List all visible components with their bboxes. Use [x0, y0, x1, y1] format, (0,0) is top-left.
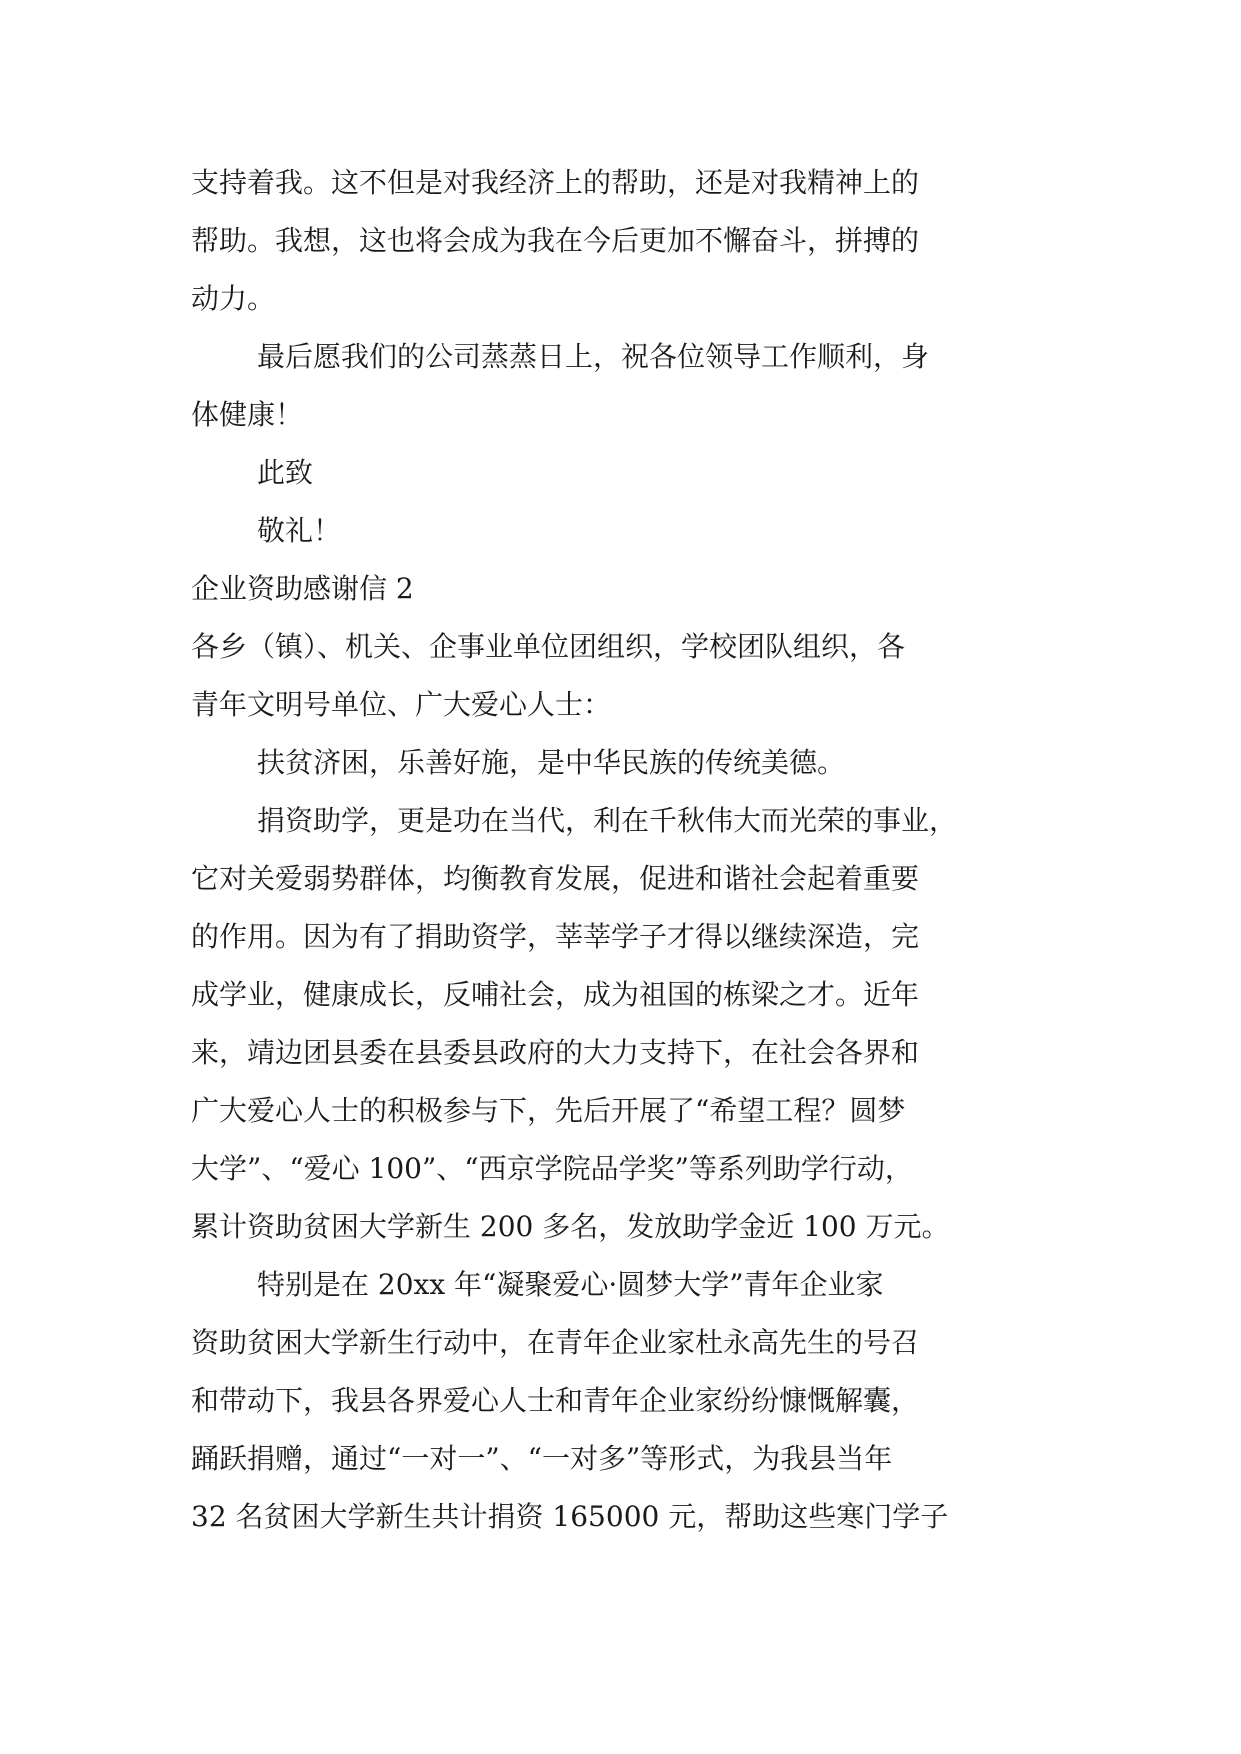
paragraph-line: 捐资助学，更是功在当代，利在千秋伟大而光荣的事业， [257, 804, 958, 837]
paragraph-line: 帮助。我想，这也将会成为我在今后更加不懈奋斗，拼搏的 [191, 224, 920, 257]
paragraph-line: 大学”、“爱心 100”、“西京学院品学奖”等系列助学行动， [191, 1152, 913, 1185]
recipient-line: 各乡（镇）、机关、企事业单位团组织，学校团队组织，各 [191, 630, 906, 663]
paragraph-line: 的作用。因为有了捐助资学，莘莘学子才得以继续深造，完 [191, 920, 920, 953]
paragraph-line: 支持着我。这不但是对我经济上的帮助，还是对我精神上的 [191, 166, 920, 199]
paragraph-line: 它对关爱弱势群体，均衡教育发展，促进和谐社会起着重要 [191, 862, 920, 895]
paragraph-line: 累计资助贫困大学新生 200 多名，发放助学金近 100 万元。 [191, 1210, 950, 1243]
closing-salutation: 此致 [257, 456, 314, 489]
document-body [191, 154, 1051, 1546]
recipient-line: 青年文明号单位、广大爱心人士： [191, 688, 612, 721]
paragraph-line: 特别是在 20xx 年“凝聚爱心·圆梦大学”青年企业家 [257, 1268, 884, 1301]
paragraph-line: 来，靖边团县委在县委县政府的大力支持下，在社会各界和 [191, 1036, 920, 1069]
paragraph-line: 扶贫济困，乐善好施，是中华民族的传统美德。 [257, 746, 846, 779]
paragraph-line: 体健康！ [191, 398, 304, 431]
paragraph-line: 32 名贫困大学新生共计捐资 165000 元，帮助这些寒门学子 [191, 1500, 949, 1533]
paragraph-line: 踊跃捐赠，通过“一对一”、“一对多”等形式，为我县当年 [191, 1442, 893, 1475]
paragraph-line: 最后愿我们的公司蒸蒸日上，祝各位领导工作顺利，身 [257, 340, 930, 373]
paragraph-line: 成学业，健康成长，反哺社会，成为祖国的栋梁之才。近年 [191, 978, 920, 1011]
paragraph-line: 资助贫困大学新生行动中，在青年企业家杜永高先生的号召 [191, 1326, 920, 1359]
paragraph-line: 动力。 [191, 282, 276, 315]
section-title: 企业资助感谢信 2 [191, 572, 414, 605]
closing-regards: 敬礼！ [257, 514, 342, 547]
paragraph-line: 广大爱心人士的积极参与下，先后开展了“希望工程？圆梦 [191, 1094, 906, 1127]
paragraph-line: 和带动下，我县各界爱心人士和青年企业家纷纷慷慨解囊， [191, 1384, 920, 1417]
